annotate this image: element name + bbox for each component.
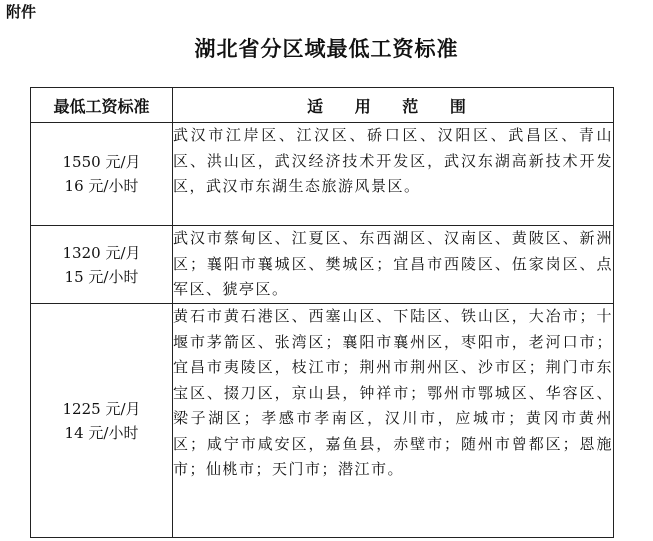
wage-standard-cell <box>31 123 173 226</box>
table-header-row <box>31 88 614 123</box>
column-header-scope: 适 用 范 围 <box>173 88 614 123</box>
monthly-wage: 1320 元/月 <box>62 243 141 262</box>
hourly-wage: 14 元/小时 <box>64 423 139 442</box>
hourly-wage: 16 元/小时 <box>64 177 139 195</box>
attachment-label: 附件 <box>6 3 37 21</box>
monthly-wage: 1225 元/月 <box>62 399 141 418</box>
minimum-wage-table <box>30 87 614 538</box>
scope-cell: 黄石市黄石港区、西塞山区、下陆区、铁山区，大冶市；十堰市茅箭区、张湾区；襄阳市襄州区，枣阳市，老河口市；宜昌市夷陵区，枝江市；荆州市荆州区、沙市区；荆门市东宝区、掇刀区，京山县，钟祥市；鄂州市鄂城区、华容区、梁子湖区；孝感市孝南区，汉川市，应城市；黄冈市黄州区；咸宁市咸安区，嘉鱼县，赤壁市；随州市曾都区；恩施市；仙桃市；天门市；潜江市。 <box>173 304 614 538</box>
hourly-wage: 15 元/小时 <box>64 267 139 286</box>
table-row <box>31 304 614 538</box>
monthly-wage: 1550 元/月 <box>62 153 141 171</box>
scope-cell: 武汉市江岸区、江汉区、硚口区、汉阳区、武昌区、青山区、洪山区，武汉经济技术开发区，武汉东湖高新技术开发区，武汉市东湖生态旅游风景区。 <box>173 123 614 226</box>
table-row <box>31 123 614 226</box>
table-row <box>31 226 614 304</box>
wage-standard-cell <box>31 226 173 304</box>
column-header-standard: 最低工资标准 <box>31 88 173 123</box>
scope-cell: 武汉市蔡甸区、江夏区、东西湖区、汉南区、黄陂区、新洲区；襄阳市襄城区、樊城区；宜昌市西陵区、伍家岗区、点军区、猇亭区。 <box>173 226 614 304</box>
document-title: 湖北省分区域最低工资标准 <box>194 37 459 61</box>
wage-standard-cell <box>31 304 173 538</box>
